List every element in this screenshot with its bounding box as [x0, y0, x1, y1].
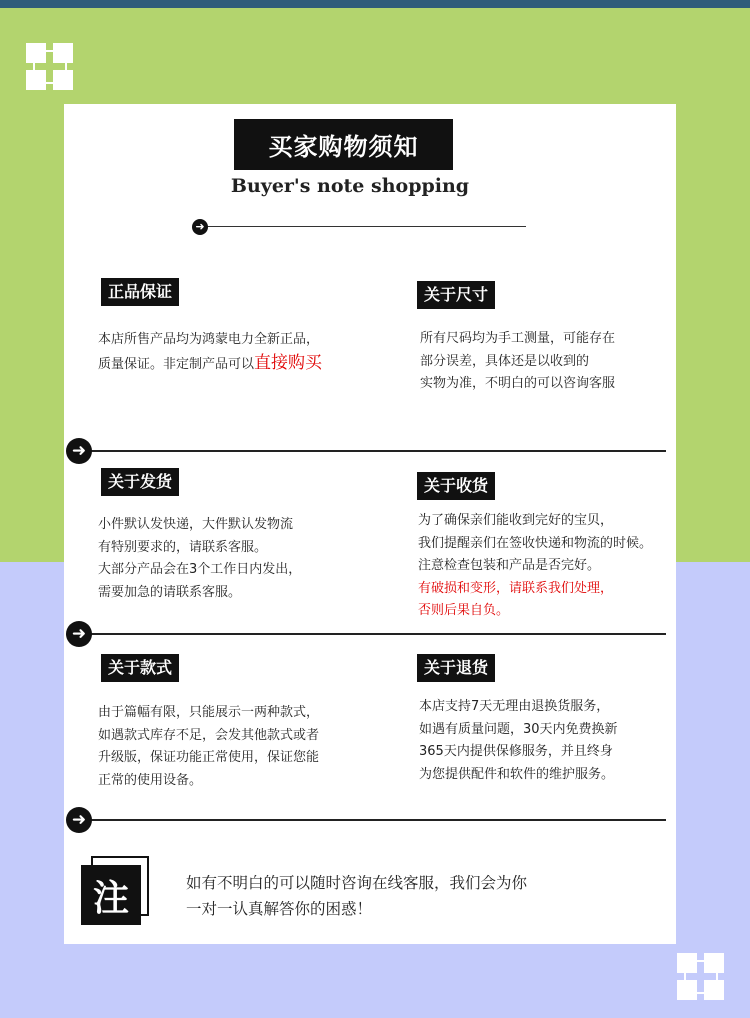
- receipt-text: 为了确保亲们能收到完好的宝贝， 我们提醒亲们在签收快递和物流的时候。 注意检查包装和产品是否完好。 有破损和变形，请联系我们处理， 否则后果自负。: [418, 513, 653, 618]
- genuine-text: 本店所售产品均为鸿蒙电力全新正品， 质量保证。非定制产品可以直接购买: [98, 332, 323, 373]
- title-divider: [204, 226, 526, 227]
- section-divider: [80, 633, 666, 635]
- page-subtitle: Buyer's note shopping: [230, 175, 470, 197]
- page-title: 买家购物须知: [234, 119, 453, 170]
- arrow-right-circle-icon: ➜: [66, 438, 92, 464]
- squares-deco-icon: [26, 43, 74, 91]
- label-size: 关于尺寸: [417, 281, 495, 309]
- size-text: 所有尺码均为手工测量，可能存在 部分误差，具体还是以收到的 实物为准，不明白的可以咨询客服: [420, 331, 616, 391]
- squares-deco-icon: [677, 953, 725, 1001]
- direct-buy-link[interactable]: 直接购买: [254, 352, 323, 373]
- note-text: 如有不明白的可以随时咨询在线客服，我们会为你 一对一认真解答你的困惑！: [186, 874, 528, 918]
- section-divider: [80, 450, 666, 452]
- label-returns: 关于退货: [417, 654, 495, 682]
- style-text: 由于篇幅有限，只能展示一两种款式， 如遇款式库存不足，会发其他款式或者 升级版，保证功能正常使用，保证您能 正常的使用设备。: [98, 705, 320, 788]
- shipping-text: 小件默认发快递，大件默认发物流 有特别要求的，请联系客服。 大部分产品会在3个工作日内发出， 需要加急的请联系客服。: [98, 517, 302, 600]
- arrow-right-circle-icon: ➜: [66, 807, 92, 833]
- label-shipping: 关于发货: [101, 468, 179, 496]
- top-bar: [0, 0, 750, 8]
- returns-text: 本店支持7天无理由退换货服务， 如遇有质量问题，30天内免费换新 365天内提供保修服务，并且终身 为您提供配件和软件的维护服务。: [419, 699, 618, 782]
- label-genuine: 正品保证: [101, 278, 179, 306]
- label-style: 关于款式: [101, 654, 179, 682]
- section-divider: [80, 819, 666, 821]
- arrow-right-circle-icon: ➜: [192, 219, 208, 235]
- label-receipt: 关于收货: [417, 472, 495, 500]
- arrow-right-circle-icon: ➜: [66, 621, 92, 647]
- note-icon: 注: [81, 856, 151, 926]
